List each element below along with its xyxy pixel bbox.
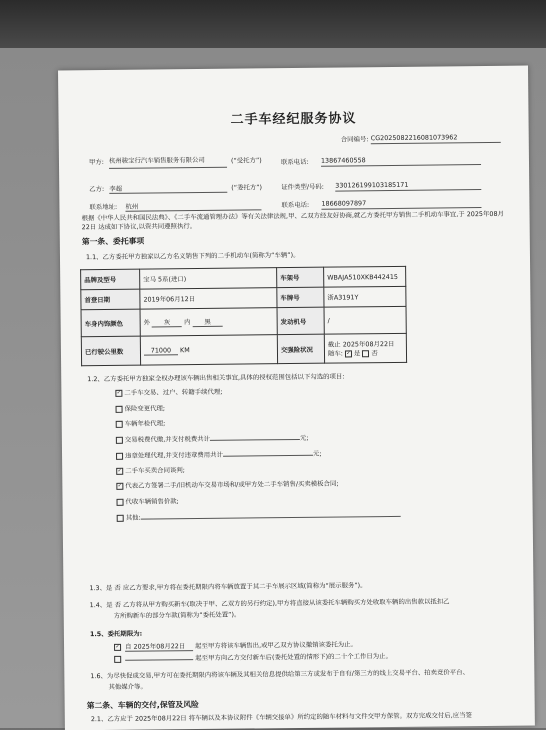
authorization-item	[116, 403, 166, 413]
phone-label-a: 联系电话:	[280, 157, 309, 167]
authorization-item-label: 交易税费代缴,并支付税费共计	[124, 434, 211, 444]
period-2-start	[125, 659, 193, 661]
period-1-checkbox[interactable]: ✓	[115, 643, 120, 650]
color-ext-label: 外	[143, 318, 151, 327]
amount-blank[interactable]	[210, 432, 300, 441]
mileage-label: 已行驶公里数	[81, 336, 140, 366]
color-value	[140, 308, 277, 336]
vin-label: 车架号	[277, 267, 324, 287]
clause-1-3: 1.3、是 否 应乙方要求,甲方将在委托期限内将车辆放置于其二手车展示区域(简称为“展示服务”)。	[89, 581, 367, 593]
vin-value: WBAJA510XKB442415	[324, 266, 406, 287]
authorization-checkbox[interactable]	[116, 420, 123, 427]
engine-value: /	[324, 306, 406, 334]
section-2-heading: 第二条、车辆的交付,保管及风险	[86, 700, 199, 711]
authorization-item	[117, 509, 401, 522]
contract-no-label: 合同编号:	[340, 135, 369, 144]
authorization-checkbox[interactable]	[117, 514, 124, 521]
authorization-item-label: 违章处理代理,并支付违章费用共计	[125, 450, 223, 460]
authorization-item-label: 代表乙方签署二手/旧机动车交易市场和/或甲方处二手车销售/买卖模板合同;	[125, 479, 339, 490]
authorization-checkbox[interactable]	[116, 452, 123, 459]
brand-value: 宝马 5系(进口)	[140, 268, 277, 289]
party-b-role: (“委托方”)	[231, 183, 263, 192]
color-int-label: 内	[184, 318, 191, 327]
other-blank[interactable]	[141, 509, 401, 520]
id-label: 证件类型/号码:	[281, 182, 324, 192]
authorization-checkbox[interactable]: ✓	[117, 482, 122, 489]
party-a-label: 甲方:	[88, 157, 104, 167]
insurance-with-label: 随车:	[327, 349, 343, 358]
engine-label: 发动机号	[277, 307, 324, 334]
clause-2-1-line-1: 2.1、乙方应于 2025年08月22日 将车辆以及本协议附件《车辆交接单》所约定的随车材料与文件交甲方保管。双方完成交付后,应当签	[90, 711, 472, 724]
contract-page	[58, 66, 535, 730]
clause-1-6-line-2: 其他媒介等。	[108, 682, 147, 691]
authorization-item	[116, 479, 338, 490]
authorization-item-label: 代收车辆销售价款;	[125, 497, 179, 506]
keyboard-background	[0, 0, 546, 48]
mileage-unit: KM	[179, 345, 190, 354]
period-option-1	[114, 639, 357, 652]
yuan-suffix: 元;	[312, 449, 322, 458]
authorization-item	[116, 418, 166, 428]
party-b-phone: 18668097897	[321, 198, 481, 210]
plate-label: 车牌号	[277, 287, 324, 307]
insurance-options	[328, 348, 403, 358]
authorization-item	[116, 465, 185, 475]
period-option-2	[114, 651, 392, 663]
clause-1-5: 1.5、委托期限为:	[89, 629, 143, 639]
authorization-checkbox[interactable]	[116, 436, 123, 443]
color-int: 黑	[193, 317, 223, 327]
party-b-label: 乙方:	[89, 184, 105, 194]
underline	[109, 167, 227, 169]
clause-1-2: 1.2、乙方委托甲方独家全权办理该车辆出售相关事宜,具体的授权范围包括以下勾选的项目:	[87, 372, 345, 384]
phone-label-b: 联系电话:	[281, 200, 310, 210]
authorization-item-label: 二手车交易、过户、转籍手续代理;	[124, 387, 223, 397]
period-1-start: 自 2025年08月22日	[125, 641, 193, 652]
section-1-heading: 第一条、委托事项	[81, 236, 145, 247]
clause-1-6-line-1: 1.6、为尽快促成交易,甲方可在委托期限内将该车辆及其相关信息提供给第三方或发布于自有/第三方的线上交易平台、拍卖竞价平台、	[90, 668, 470, 681]
amount-blank[interactable]	[223, 448, 313, 457]
authorization-checkbox[interactable]	[116, 405, 123, 412]
period-1-text: 起至甲方将该车辆售出,或甲乙双方协议撤销该委托为止。	[195, 640, 357, 651]
authorization-item-label: 车辆年检代理;	[124, 419, 166, 428]
brand-label: 品牌及型号	[81, 269, 140, 290]
color-ext: 灰	[152, 317, 182, 327]
insurance-label: 交强险状况	[277, 334, 324, 363]
authorization-checkbox[interactable]: ✓	[116, 389, 122, 396]
authorization-item-label: 二手车买卖合同谈判;	[125, 466, 185, 475]
mileage-cell	[140, 335, 277, 365]
contract-no: CG2025082216081073962	[371, 133, 501, 144]
insurance-yes-label: 是	[353, 349, 361, 358]
clause-1-4-line-1: 1.4、是 否 乙方将从甲方购买新车(取决于甲、乙双方的另行约定),甲方将直接从该委托车辆购买方处收取车辆的出售款以抵扣乙	[89, 597, 450, 610]
authorization-item-label: 其他:	[125, 513, 141, 522]
reg-date-value: 2019年06月12日	[140, 288, 277, 309]
vehicle-info-table	[80, 266, 407, 366]
insurance-until: 截止 2025年08月22日	[327, 339, 395, 349]
period-2-checkbox[interactable]	[114, 655, 121, 662]
clause-1-4-line-2: 方所购新车的部分车款(简称为“委托处置”)。	[113, 610, 241, 620]
intro-paragraph: 根据《中华人民共和国民法典》、《二手车流通管理办法》等有关法律法规,甲、乙双方经友好协商,就乙方委托甲方销售二手机动车事宜,于 2025年08月22日 达成如下协议,以资共同遵照执行。	[81, 209, 504, 232]
color-label: 车身内饰颜色	[81, 309, 140, 337]
party-b-name: 李超	[109, 183, 227, 194]
insurance-no-label: 否	[371, 349, 378, 358]
mileage-value: 71000	[144, 346, 178, 355]
document-title: 二手车经纪服务协议	[230, 111, 357, 128]
party-b-address: 杭州	[125, 200, 261, 211]
authorization-item-label: 保险变更代理;	[124, 404, 166, 413]
authorization-item	[116, 496, 178, 506]
authorization-item	[116, 448, 322, 460]
yuan-suffix: 元;	[299, 433, 309, 442]
insurance-no-checkbox[interactable]	[362, 350, 369, 357]
insurance-yes-checkbox[interactable]: ✓	[346, 349, 351, 356]
period-2-text: 起至甲方向乙方交付新车后(委托处置的情形下)的二十个工作日为止。	[195, 651, 393, 663]
authorization-item	[116, 432, 309, 444]
authorization-checkbox[interactable]: ✓	[117, 467, 122, 474]
address-label: 联系地址:	[89, 202, 118, 212]
authorization-checkbox[interactable]	[116, 498, 123, 505]
party-a-role: (“受托方”)	[230, 156, 262, 165]
reg-date-label: 首登日期	[81, 289, 140, 310]
party-a-phone: 13867460558	[321, 155, 481, 167]
insurance-cell	[324, 333, 406, 363]
authorization-item	[115, 387, 222, 397]
party-b-id: 330126199103185171	[335, 180, 481, 192]
plate-value: 浙A3191Y	[324, 286, 406, 307]
party-a-name: 杭州骏宝行汽车销售服务有限公司	[108, 155, 205, 165]
clause-1-1: 1.1、乙方委托甲方独家以乙方名义销售下列的二手机动车(简称为“车辆”)。	[85, 250, 300, 262]
